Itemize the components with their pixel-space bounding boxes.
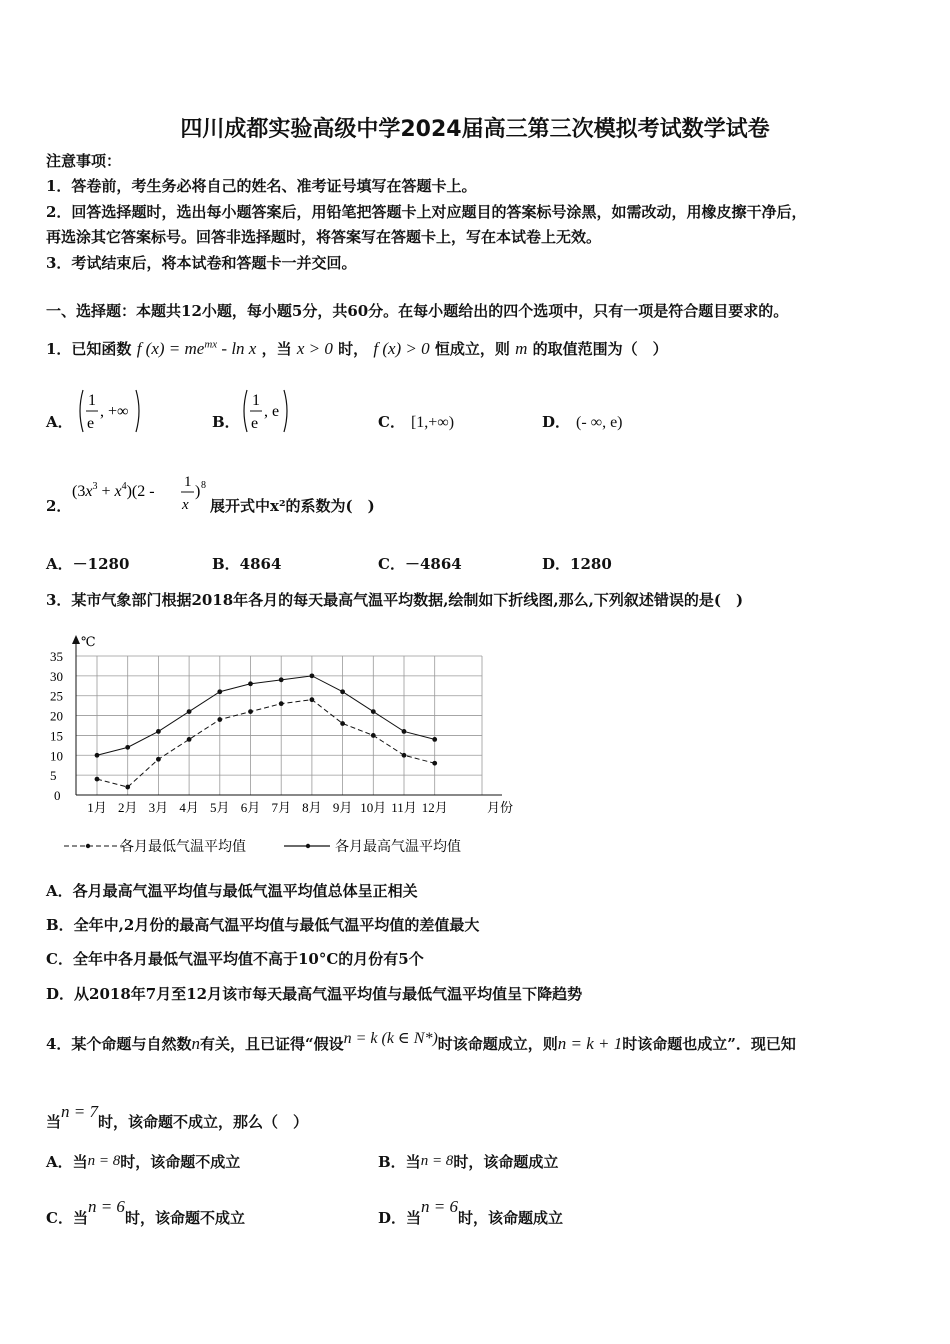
- data-point: [371, 733, 376, 738]
- data-point: [371, 709, 376, 714]
- q1-option-b[interactable]: B．: [212, 413, 240, 431]
- svg-text:, +∞: , +∞: [100, 403, 129, 420]
- data-point: [125, 785, 130, 790]
- data-point: [279, 677, 284, 682]
- x-tick-label: 12月: [421, 800, 448, 815]
- data-point: [432, 737, 437, 742]
- question-3: 3．某市气象部门根据2018年各月的每天最高气温平均数据,绘制如下折线图,那么,下列叙述错误的是( ): [46, 591, 744, 609]
- data-point: [187, 737, 192, 742]
- data-point: [310, 673, 315, 678]
- x-tick-label: 8月: [302, 800, 322, 815]
- y-tick-label: 15: [50, 728, 63, 744]
- data-point: [432, 761, 437, 766]
- legend-label: 各月最低气温平均值: [120, 840, 246, 855]
- math-func: f $(x) = me^{mx} - \ln x$: [136, 338, 257, 358]
- y-axis-arrow: [72, 635, 80, 644]
- data-point: [217, 717, 222, 722]
- temperature-line-chart: [40, 628, 530, 863]
- x-tick-label: 5月: [210, 800, 230, 815]
- data-point: [402, 729, 407, 734]
- q1-option-c[interactable]: C． [1,+∞): [378, 413, 455, 431]
- data-point: [187, 709, 192, 714]
- question-4-line-1: 4．某个命题与自然数n有关，且已证得“假设n = k (k ∈ N*)时该命题成立，则n = k + 1时该命题也成立”．现已知: [46, 1030, 796, 1053]
- q1-option-a-math: [76, 386, 146, 436]
- q4-option-b[interactable]: B．当n = 8时，该命题成立: [378, 1153, 559, 1171]
- data-point: [402, 753, 407, 758]
- y-tick-label: 0: [54, 788, 61, 803]
- y-tick-label: 5: [50, 768, 57, 784]
- y-tick-label: 30: [50, 668, 63, 684]
- data-point: [156, 757, 161, 762]
- y-tick-label: 20: [50, 708, 63, 724]
- data-point: [279, 701, 284, 706]
- q2-option-d[interactable]: D．1280: [542, 555, 612, 573]
- data-point: [248, 681, 253, 686]
- q3-option-d[interactable]: D．从2018年7月至12月该市每天最高气温平均值与最低气温平均值呈下降趋势: [46, 985, 583, 1003]
- q1-option-d[interactable]: D． (- ∞, e): [542, 413, 623, 431]
- data-point: [248, 709, 253, 714]
- data-point: [310, 697, 315, 702]
- q3-option-a[interactable]: A．各月最高气温平均值与最低气温平均值总体呈正相关: [46, 882, 418, 900]
- series-line: [97, 700, 435, 787]
- data-point: [217, 689, 222, 694]
- svg-text:1: 1: [252, 392, 260, 409]
- x-tick-label: 10月: [360, 800, 387, 815]
- section-heading: 一、选择题：本题共12小题，每小题5分，共60分。在每小题给出的四个选项中，只有一项是符合题目要求的。: [46, 302, 789, 320]
- y-axis-label: ℃: [81, 634, 96, 649]
- x-tick-label: 6月: [240, 800, 261, 815]
- legend-label: 各月最高气温平均值: [335, 840, 461, 855]
- q2-num: 2．: [46, 497, 72, 515]
- question-4-line-2: 当n = 7时，该命题不成立，那么（ ）: [46, 1102, 309, 1131]
- q2-expression: [70, 470, 212, 518]
- x-axis-label: 月份: [487, 800, 514, 815]
- question-1: 1．已知函数 f $(x) = me^{mx} - \ln x$ ，当 x > 0 时， f (x) > 0 恒成立，则 m 的取值范围为（ ）: [46, 338, 668, 358]
- notice-item: 1．答卷前，考生务必将自己的姓名、准考证号填写在答题卡上。: [46, 177, 477, 195]
- x-tick-label: 7月: [271, 800, 291, 815]
- notice-item: 3．考试结束后，将本试卷和答题卡一并交回。: [46, 254, 357, 272]
- svg-text:e: e: [251, 415, 259, 432]
- notice-item: 再选涂其它答案标号。回答非选择题时，将答案写在答题卡上，写在本试卷上无效。: [46, 228, 602, 246]
- data-point: [125, 745, 130, 750]
- svg-text:8: 8: [201, 480, 206, 491]
- data-point: [95, 777, 100, 782]
- x-tick-label: 2月: [117, 800, 138, 815]
- q4-option-a[interactable]: A．当n = 8时，该命题不成立: [46, 1153, 241, 1171]
- x-tick-label: 3月: [148, 800, 169, 815]
- q3-option-b[interactable]: B．全年中,2月份的最高气温平均值与最低气温平均值的差值最大: [46, 916, 480, 934]
- x-tick-label: 4月: [179, 800, 199, 815]
- q3-option-c[interactable]: C．全年中各月最低气温平均值不高于10°C的月份有5个: [46, 950, 424, 968]
- legend-marker: [86, 844, 90, 848]
- q2-option-c[interactable]: C．－4864: [378, 555, 462, 573]
- legend-marker: [306, 844, 310, 848]
- x-tick-label: 9月: [332, 800, 353, 815]
- notice-heading: 注意事项：: [46, 152, 122, 170]
- page-title: 四川成都实验高级中学2024届高三第三次模拟考试数学试卷: [180, 117, 770, 142]
- svg-text:1: 1: [88, 392, 96, 409]
- svg-text:1: 1: [184, 474, 192, 490]
- data-point: [156, 729, 161, 734]
- data-point: [340, 689, 345, 694]
- data-point: [95, 753, 100, 758]
- q2-option-b[interactable]: B．4864: [212, 555, 282, 573]
- data-point: [340, 721, 345, 726]
- svg-text:e: e: [87, 415, 95, 432]
- q2-option-a[interactable]: A．－1280: [46, 555, 130, 573]
- svg-text:, e: , e: [264, 403, 280, 420]
- svg-text:x: x: [182, 497, 189, 513]
- notice-item: 2．回答选择题时，选出每小题答案后，用铅笔把答题卡上对应题目的答案标号涂黑，如需改动，用橡皮擦干净后，: [46, 203, 807, 221]
- y-tick-label: 35: [50, 649, 63, 664]
- svg-text:): ): [195, 483, 201, 500]
- q1-option-b-math: [240, 386, 295, 436]
- x-tick-label: 1月: [87, 800, 107, 815]
- x-tick-label: 11月: [391, 800, 417, 815]
- y-tick-label: 25: [50, 688, 63, 704]
- q4-option-c[interactable]: C．当n = 6时，该命题不成立: [46, 1197, 245, 1227]
- svg-text:(3x3 + x4)(2 -: $(3x^3 + x^4)(2$ -: [72, 481, 155, 500]
- q4-option-d[interactable]: D．当n = 6时，该命题成立: [378, 1197, 564, 1227]
- y-tick-label: 10: [50, 748, 63, 764]
- q2-text: 展开式中x²的系数为( ): [210, 497, 375, 515]
- q1-option-a[interactable]: A．: [46, 413, 73, 431]
